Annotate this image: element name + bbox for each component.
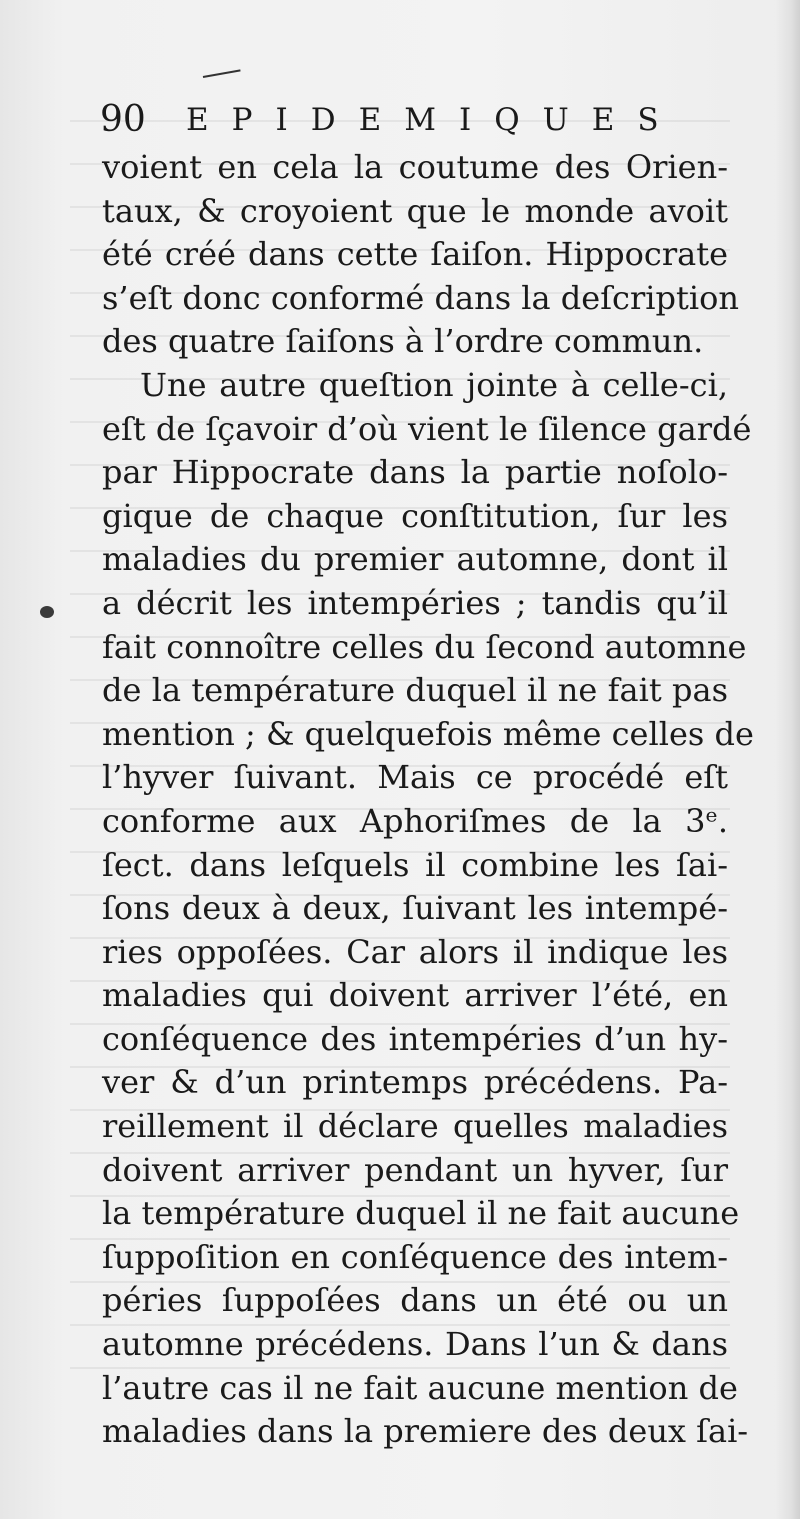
text-line: ver & d’un printemps précédens. Pa-: [102, 1063, 728, 1102]
text-line: de la température duquel il ne fait pas: [102, 671, 728, 710]
text-line: péries ſuppoſées dans un été ou un: [102, 1281, 728, 1320]
running-title: EPIDEMIQUES: [186, 102, 682, 138]
text-line: été créé dans cette ſaiſon. Hippocrate: [102, 235, 728, 274]
text-line: s’eſt donc conformé dans la deſcription: [102, 278, 739, 317]
text-line: Une autre queſtion jointe à celle-ci,: [140, 365, 728, 404]
text-line: l’hyver ſuivant. Mais ce procédé eſt: [102, 758, 728, 797]
text-line: gique de chaque conſtitution, ſur les: [102, 496, 728, 535]
text-line: reillement il déclare quelles maladies: [102, 1107, 728, 1146]
page-edge-shadow: [776, 0, 800, 1519]
text-line: ſons deux à deux, ſuivant les intempé-: [102, 889, 728, 928]
text-line: par Hippocrate dans la partie noſolo-: [102, 453, 728, 492]
text-line: a décrit les intempéries ; tandis qu’il: [102, 583, 728, 622]
text-line: maladies qui doivent arriver l’été, en: [102, 976, 728, 1015]
text-line: l’autre cas il ne fait aucune mention de: [102, 1368, 738, 1407]
text-line: ſect. dans leſquels il combine les ſai-: [102, 845, 728, 884]
text-line: la température duquel il ne fait aucune: [102, 1194, 740, 1233]
text-line: automne précédens. Dans l’un & dans: [102, 1325, 728, 1364]
text-line: fait connoître celles du ſecond automne: [102, 627, 747, 666]
text-line: taux, & croyoient que le monde avoit: [102, 191, 728, 230]
text-line: ſuppoſition en conſéquence des intem-: [102, 1237, 728, 1276]
text-line: conforme aux Aphoriſmes de la 3ᵉ.: [102, 801, 728, 840]
text-line: maladies dans la premiere des deux ſai-: [102, 1412, 749, 1451]
body-text: [102, 146, 754, 1454]
page-number: 90: [100, 99, 146, 140]
page-header: [100, 97, 730, 143]
text-line: conſéquence des intempéries d’un hy-: [102, 1019, 728, 1058]
text-line: doivent arriver pendant un hyver, ſur: [102, 1150, 728, 1189]
text-line: des quatre ſaiſons à l’ordre commun.: [102, 322, 704, 361]
text-line: maladies du premier automne, dont il: [102, 540, 728, 579]
printer-rule-mark: [203, 69, 241, 78]
text-line: eſt de ſçavoir d’où vient le ſilence gardé: [102, 409, 752, 448]
text-line: voient en cela la coutume des Orien-: [102, 148, 728, 186]
text-line: mention ; & quelquefois même celles de: [102, 714, 754, 753]
ink-speck: [40, 606, 54, 618]
text-line: ries oppoſées. Car alors il indique les: [102, 932, 728, 971]
